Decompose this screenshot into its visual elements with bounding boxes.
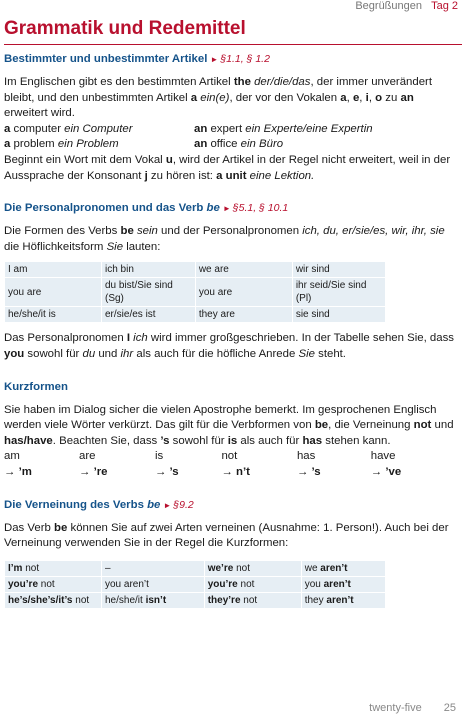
page-content [4,52,454,609]
short-form-item: am → ’m [4,450,32,478]
short-form-item: has → ’s [296,450,321,478]
section-heading-pronouns: Die Personalpronomen und das Verb be ► §5.1, § 10.1 [4,202,289,215]
table-row: I am ich bin we are wir sind [5,262,386,278]
be-forms-table [4,261,386,323]
reference-link[interactable]: §9.2 [173,498,194,511]
heading-text: Bestimmter und unbestimmter Artikel [4,53,208,65]
reference-link[interactable]: §1.1, § 1.2 [220,53,270,65]
section-label: Begrüßungen [355,0,422,12]
reference-arrow-icon: ► [210,55,219,64]
short-forms-list [4,449,454,480]
page-footer [369,702,456,714]
table-row: he/she/it is er/sie/es ist they are sie sind [5,307,386,323]
short-form-item: not → n’t [221,450,250,478]
table-row: you’re not you aren’t you’re not you aren’t [5,576,386,592]
example-row: a computer ein Computer an expert ein Experte/eine Expertin [4,122,373,135]
negation-table [4,560,386,609]
articles-paragraph: Im Englischen gibt es den bestimmten Artikel the der/die/das, der immer unverändert bleibt, und den unbestimmten Artikel a ein(e), der vor den Vokalen a, e, i, o zu an erweitert wird. [4,76,433,120]
short-form-item: have → ’ve [370,450,402,478]
reference-arrow-icon: ► [222,204,231,214]
page-number-words: twenty-five [369,702,422,714]
table-row: you are du bist/Sie sind (Sg) you are ihr seid/Sie sind (Pl) [5,278,386,307]
table-row: I’m not – we’re not we aren’t [5,560,386,576]
short-form-item: are → ’re [79,450,108,478]
pronouns-paragraph: Die Formen des Verbs be sein und der Personalpronomen ich, du, er/sie/es, wir, ihr, sie die Höflichkeitsform Sie lauten: [4,225,445,253]
page-title: Grammatik und Redemittel [4,18,246,39]
section-heading-negation: Die Verneinung des Verbs be ► §9.2 [4,498,194,511]
page-number: 25 [443,702,456,714]
table-row: he’s/she’s/it’s not he/she/it isn’t they’re not they aren’t [5,592,386,608]
negation-paragraph: Das Verb be können Sie auf zwei Arten verneinen (Ausnahme: 1. Person!). Auch bei der Verneinung verwenden Sie in der Regel die Kurzformen: [4,521,449,550]
title-rule [4,44,462,45]
reference-arrow-icon: ► [163,500,172,510]
day-label: Tag 2 [431,0,458,12]
unit-paragraph: Beginnt ein Wort mit dem Vokal u, wird der Artikel in der Regel nicht erweitert, weil in der Aussprache der Konsonant j zu hören ist: a unit eine Lektion. [4,153,451,182]
example-row: a problem ein Problem an office ein Büro [4,138,284,151]
capital-i-paragraph: Das Personalpronomen I ich wird immer großgeschrieben. In der Tabelle sehen Sie, dass you sowohl für du und ihr als auch für die höfliche Anrede Sie steht. [4,332,454,360]
section-heading-articles [4,52,454,67]
section-heading-short-forms: Kurzformen [4,380,68,393]
short-forms-paragraph: Sie haben im Dialog sicher die vielen Apostrophe bemerkt. Im gesprochenen Englisch werden viele Wörter verkürzt. Das gilt für die Verbformen von be, die Verneinung not und has/have. Beachten Sie, dass ’s sowohl für is als auch für has stehen kann. [4,403,454,447]
short-form-item: is → ’s [154,450,179,478]
reference-link[interactable]: §5.1, § 10.1 [232,202,289,215]
